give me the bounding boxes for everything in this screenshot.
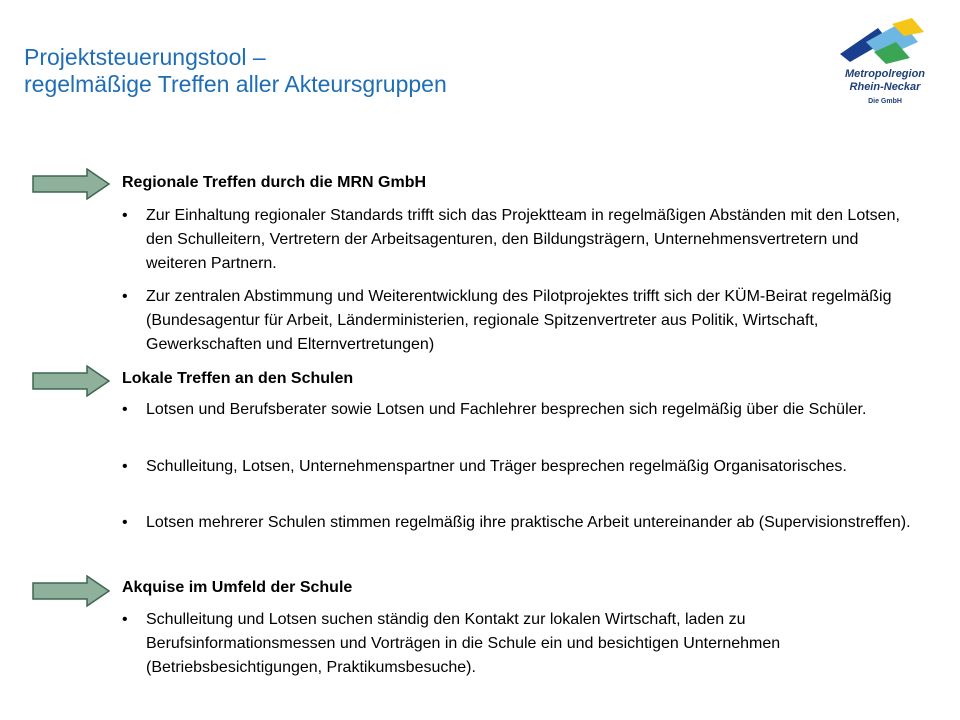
slide-title-line-2: regelmäßige Treffen aller Akteursgruppen bbox=[24, 71, 447, 97]
logo-subline: Die GmbH bbox=[868, 98, 902, 105]
logo-name-line-1: Metropolregion bbox=[844, 68, 926, 80]
bullet-icon: • bbox=[122, 288, 128, 305]
bullet-icon: • bbox=[122, 458, 128, 475]
section-arrow-icon bbox=[31, 168, 111, 200]
bullet-icon: • bbox=[122, 514, 128, 531]
list-item-text: Lotsen und Berufsberater sowie Lotsen und Fachlehrer besprechen sich regelmäßig über die Schüler. bbox=[146, 401, 867, 418]
section-heading: Lokale Treffen an den Schulen bbox=[122, 370, 354, 387]
bullet-icon: • bbox=[122, 401, 128, 418]
list-item bbox=[122, 398, 922, 422]
list-item bbox=[122, 455, 922, 479]
list-item-text: Zur zentralen Abstimmung und Weiterentwicklung des Pilotprojektes trifft sich der KÜM-Beirat regelmäßig (Bundesagentur für Arbeit, Länderministerien, regionale Spitzenvertreter aus Politik, Wirtschaft, Gewerkschaften und Elternvertretungen) bbox=[146, 288, 892, 353]
bullet-icon: • bbox=[122, 207, 128, 224]
list-item-text: Zur Einhaltung regionaler Standards trifft sich das Projektteam in regelmäßigen Abständen mit den Lotsen, den Schulleitern, Vertretern der Arbeitsagenturen, den Bildungsträgern, Unternehmensvertretern und weiteren Partnern. bbox=[146, 207, 900, 272]
list-item bbox=[122, 511, 922, 535]
list-item bbox=[122, 608, 922, 680]
list-item-text: Schulleitung und Lotsen suchen ständig den Kontakt zur lokalen Wirtschaft, laden zu Berufsinformationsmessen und Vorträgen in die Schule ein und besichtigen Unternehmen (Betriebsbesichtigungen, Praktikumsbesuche). bbox=[146, 611, 781, 676]
section-heading: Akquise im Umfeld der Schule bbox=[122, 579, 353, 596]
list-item-text: Schulleitung, Lotsen, Unternehmenspartner und Träger besprechen regelmäßig Organisatorisches. bbox=[146, 458, 847, 475]
slide-title-line-1: Projektsteuerungstool – bbox=[24, 44, 266, 70]
list-item bbox=[122, 285, 922, 357]
bullet-icon: • bbox=[122, 611, 128, 628]
section-arrow-icon bbox=[31, 575, 111, 607]
section-arrow-icon bbox=[31, 365, 111, 397]
section-heading: Regionale Treffen durch die MRN GmbH bbox=[122, 174, 427, 191]
metropolregion-logo bbox=[826, 18, 944, 116]
list-item-text: Lotsen mehrerer Schulen stimmen regelmäßig ihre praktische Arbeit untereinander ab (Supervisionstreffen). bbox=[146, 514, 911, 531]
list-item bbox=[122, 204, 922, 276]
logo-name-line-2: Rhein-Neckar bbox=[849, 81, 921, 93]
slide-title bbox=[24, 44, 784, 98]
logo-mark-icon bbox=[826, 18, 944, 68]
